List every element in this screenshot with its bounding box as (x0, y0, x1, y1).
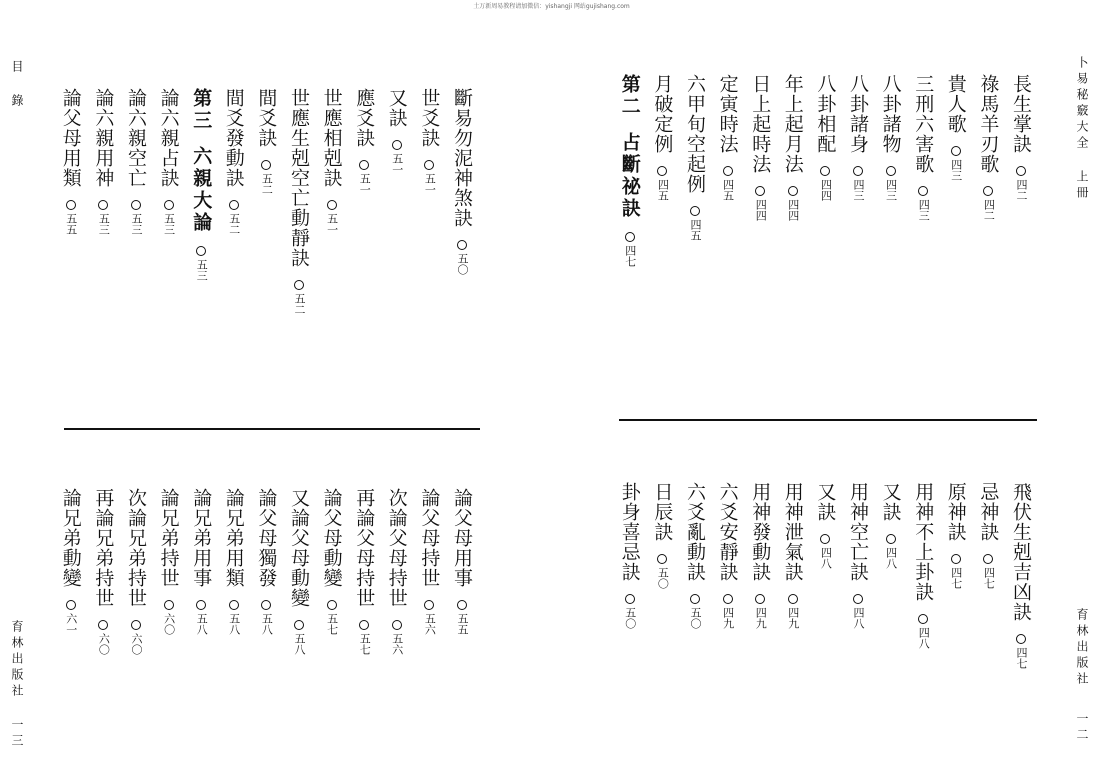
toc-entry-title: 八卦諸物 (879, 74, 902, 154)
page-prefix-circle-icon (886, 534, 896, 544)
page-prefix-circle-icon (424, 600, 434, 610)
page-prefix-circle-icon (690, 206, 700, 216)
page-prefix-circle-icon (66, 200, 76, 210)
toc-entry (973, 74, 1003, 221)
toc-entry-page: 五八 (260, 613, 274, 635)
toc-entry (778, 74, 808, 221)
chapter-number: 第三 (190, 88, 213, 132)
toc-entry-title: 卦身喜忌訣 (618, 482, 641, 582)
toc-entry (154, 488, 184, 635)
toc-entry (745, 482, 775, 629)
right-page-divider (619, 419, 1037, 421)
toc-entry (615, 482, 645, 629)
toc-entry-title: 用神發動訣 (749, 482, 772, 582)
toc-entry-page: 四三 (852, 179, 865, 201)
toc-entry (56, 88, 86, 235)
toc-entry-title: 六爻亂動訣 (684, 482, 706, 582)
toc-entry-title: 八卦諸身 (847, 74, 869, 154)
toc-entry-title: 論父母動變 (320, 488, 343, 588)
toc-entry-page: 四八 (917, 627, 931, 649)
toc-entry-page: 五二 (293, 293, 306, 315)
page-prefix-circle-icon (723, 166, 733, 176)
toc-entry-page: 四五 (689, 219, 702, 241)
toc-entry-title: 論父母持世 (418, 488, 441, 588)
page-prefix-circle-icon (327, 600, 337, 610)
page-prefix-circle-icon (1016, 166, 1026, 176)
toc-entry-page: 四九 (721, 607, 735, 629)
page-prefix-circle-icon (359, 620, 369, 630)
toc-entry (713, 482, 743, 629)
page-prefix-circle-icon (918, 614, 928, 624)
page-prefix-circle-icon (788, 186, 798, 196)
page-prefix-circle-icon (261, 600, 271, 610)
toc-entry-page: 五三 (97, 213, 111, 235)
toc-entry-page: 六一 (64, 613, 78, 635)
toc-entry-page: 五一 (325, 213, 339, 235)
toc-entry (219, 488, 249, 635)
left-page-divider (64, 428, 480, 430)
toc-entry-title: 世應生剋空亡動靜訣 (288, 88, 310, 268)
page-prefix-circle-icon (820, 166, 830, 176)
toc-entry-page: 五六 (390, 633, 404, 655)
toc-entry-page: 五〇 (689, 607, 702, 629)
page-prefix-circle-icon (164, 200, 174, 210)
page-prefix-circle-icon (261, 160, 271, 170)
toc-entry-title: 次論父母持世 (385, 488, 408, 608)
toc-entry-page: 四八 (852, 607, 865, 629)
page-prefix-circle-icon (392, 140, 402, 150)
toc-entry (973, 482, 1003, 589)
toc-entry-page: 五〇 (623, 607, 637, 629)
page-prefix-circle-icon (131, 200, 141, 210)
toc-entry (414, 488, 444, 635)
page-prefix-circle-icon (457, 240, 467, 250)
toc-entry-title: 論兄弟用類 (222, 488, 245, 588)
toc-entry (810, 74, 840, 201)
toc-entry (680, 482, 710, 629)
chapter-title: 占斷祕訣 (618, 132, 641, 220)
page-prefix-circle-icon (164, 600, 174, 610)
toc-entry-title: 論父母用事 (451, 488, 473, 588)
toc-entry-page: 四三 (917, 199, 931, 221)
toc-entry (284, 88, 314, 315)
toc-entry-title: 用神空亡訣 (847, 482, 869, 582)
toc-entry-title: 長生掌訣 (1010, 74, 1032, 154)
chapter-title: 六親大論 (190, 146, 213, 234)
left-margin-publisher: 育林出版社 (10, 620, 24, 700)
toc-entry-title: 世應相剋訣 (320, 88, 343, 188)
toc-entry-title: 日上起時法 (749, 74, 772, 174)
toc-entry-title: 間爻發動訣 (222, 88, 245, 188)
toc-entry (382, 488, 412, 655)
toc-entry (284, 488, 314, 655)
page-prefix-circle-icon (457, 600, 467, 610)
toc-entry-title: 次論兄弟持世 (125, 488, 147, 608)
page-prefix-circle-icon (359, 160, 369, 170)
right-margin-publisher: 育林出版社 (1075, 608, 1089, 688)
page-prefix-circle-icon (625, 594, 635, 604)
chapter-heading (186, 88, 216, 281)
toc-entry-page: 五七 (358, 633, 372, 655)
left-margin-page-number: 一三 (10, 718, 24, 750)
page-prefix-circle-icon (918, 186, 928, 196)
toc-entry (447, 488, 477, 635)
page-prefix-circle-icon (755, 186, 765, 196)
header-note: 土万新周易教程请加微信：yishangji 网站gujishang.com (473, 3, 630, 10)
toc-entry-page: 四二 (1015, 179, 1028, 201)
page-prefix-circle-icon (66, 600, 76, 610)
toc-entry-title: 貴人歌 (944, 74, 967, 134)
page-prefix-circle-icon (196, 600, 206, 610)
toc-entry-page: 四七 (949, 567, 963, 589)
toc-entry (251, 488, 281, 635)
toc-entry-title: 又訣 (879, 482, 902, 522)
toc-entry-title: 論兄弟持世 (157, 488, 180, 588)
page-prefix-circle-icon (657, 166, 667, 176)
toc-entry-title: 應爻訣 (353, 88, 376, 148)
toc-entry-page: 五五 (64, 213, 78, 235)
toc-entry (349, 88, 379, 195)
toc-entry-title: 間爻訣 (255, 88, 278, 148)
toc-entry (382, 88, 412, 175)
toc-entry (876, 74, 906, 201)
page-prefix-circle-icon (983, 186, 993, 196)
toc-entry-title: 論六親占訣 (157, 88, 180, 188)
toc-entry-title: 再論兄弟持世 (92, 488, 115, 608)
toc-entry-page: 五三 (195, 259, 209, 281)
toc-entry-title: 又訣 (385, 88, 408, 128)
page-prefix-circle-icon (853, 594, 863, 604)
toc-entry-title: 定寅時法 (716, 74, 739, 154)
toc-entry (349, 488, 379, 655)
toc-entry (647, 74, 677, 201)
left-margin-section: 目 錄 (10, 60, 24, 110)
toc-entry (778, 482, 808, 629)
toc-entry-title: 月破定例 (651, 74, 674, 154)
toc-entry (745, 74, 775, 221)
toc-entry (121, 88, 151, 235)
toc-entry-page: 四五 (721, 179, 735, 201)
toc-entry-title: 論兄弟用事 (190, 488, 213, 588)
page-prefix-circle-icon (327, 200, 337, 210)
toc-entry (88, 88, 118, 235)
toc-entry-page: 五二 (227, 213, 241, 235)
toc-entry-title: 三刑六害歌 (912, 74, 935, 174)
toc-entry (843, 74, 873, 201)
toc-entry (680, 74, 710, 241)
toc-entry-page: 五八 (227, 613, 241, 635)
toc-entry-title: 八卦相配 (814, 74, 837, 154)
toc-entry-title: 世爻訣 (418, 88, 441, 148)
toc-entry (908, 74, 938, 221)
page-prefix-circle-icon (294, 620, 304, 630)
page-prefix-circle-icon (951, 554, 961, 564)
right-margin-book-title: 卜易秘竅大全 上冊 (1075, 56, 1089, 202)
toc-entry (647, 482, 677, 589)
page-prefix-circle-icon (657, 554, 667, 564)
toc-entry-title: 再論父母持世 (353, 488, 376, 608)
toc-entry-page: 四九 (786, 607, 800, 629)
toc-entry-page: 四四 (754, 199, 768, 221)
toc-entry-title: 又訣 (814, 482, 837, 522)
toc-entry-title: 論父母用類 (59, 88, 82, 188)
toc-entry (810, 482, 840, 569)
toc-entry-page: 四七 (1015, 647, 1028, 669)
toc-entry-page: 五一 (358, 173, 372, 195)
page-prefix-circle-icon (229, 200, 239, 210)
toc-entry-page: 四八 (884, 547, 898, 569)
page-prefix-circle-icon (392, 620, 402, 630)
toc-entry-page: 四四 (819, 179, 833, 201)
toc-entry-title: 論六親用神 (92, 88, 115, 188)
toc-entry-title: 論六親空亡 (125, 88, 147, 188)
toc-entry-page: 五三 (162, 213, 176, 235)
page-prefix-circle-icon (983, 554, 993, 564)
toc-entry-page: 四三 (884, 179, 898, 201)
toc-entry-title: 用神泄氣訣 (781, 482, 804, 582)
toc-entry-page: 四五 (656, 179, 670, 201)
toc-entry-title: 原神訣 (944, 482, 967, 542)
page-prefix-circle-icon (755, 594, 765, 604)
toc-entry (154, 88, 184, 235)
toc-entry-title: 論父母獨發 (255, 488, 278, 588)
toc-entry-title: 飛伏生剋吉凶訣 (1010, 482, 1032, 622)
toc-entry-page: 四三 (949, 159, 963, 181)
page-prefix-circle-icon (723, 594, 733, 604)
toc-entry (56, 488, 86, 635)
chapter-heading (615, 74, 645, 267)
toc-entry (941, 482, 971, 589)
toc-entry-page: 五一 (423, 173, 437, 195)
toc-entry-page: 五七 (325, 613, 339, 635)
toc-entry-page: 五〇 (456, 253, 469, 275)
toc-entry-title: 用神不上卦訣 (912, 482, 935, 602)
page-prefix-circle-icon (951, 146, 961, 156)
page-prefix-circle-icon (424, 160, 434, 170)
page-prefix-circle-icon (820, 534, 830, 544)
right-margin-page-number: 一二 (1075, 712, 1089, 744)
toc-entry-title: 又論父母動變 (288, 488, 310, 608)
toc-entry-page: 四七 (982, 567, 996, 589)
toc-entry-page: 五八 (195, 613, 209, 635)
page-prefix-circle-icon (229, 600, 239, 610)
toc-entry-page: 五〇 (656, 567, 670, 589)
toc-entry (1006, 482, 1036, 669)
toc-entry (843, 482, 873, 629)
toc-entry (414, 88, 444, 195)
toc-entry (941, 74, 971, 181)
toc-entry (876, 482, 906, 569)
toc-entry (219, 88, 249, 235)
toc-entry (317, 488, 347, 635)
toc-entry-page: 五六 (423, 613, 437, 635)
toc-entry-page: 五三 (130, 213, 143, 235)
toc-entry-page: 六〇 (97, 633, 111, 655)
toc-entry-title: 日辰訣 (651, 482, 674, 542)
toc-entry-page: 五二 (260, 173, 274, 195)
page-prefix-circle-icon (98, 200, 108, 210)
toc-entry-title: 祿馬羊刃歌 (977, 74, 1000, 174)
chapter-number: 第二 (618, 74, 641, 118)
toc-entry-title: 年上起月法 (781, 74, 804, 174)
page-prefix-circle-icon (98, 620, 108, 630)
toc-entry (317, 88, 347, 235)
toc-entry-title: 六甲旬空起例 (684, 74, 706, 194)
toc-entry-page: 六〇 (162, 613, 176, 635)
page-prefix-circle-icon (1016, 634, 1026, 644)
page-prefix-circle-icon (886, 166, 896, 176)
toc-entry-title: 忌神訣 (977, 482, 1000, 542)
toc-entry-page: 四八 (819, 547, 833, 569)
toc-entry-title: 六爻安靜訣 (716, 482, 739, 582)
toc-entry-page: 五八 (293, 633, 306, 655)
toc-entry (88, 488, 118, 655)
page-prefix-circle-icon (853, 166, 863, 176)
page-prefix-circle-icon (788, 594, 798, 604)
toc-entry-page: 六〇 (130, 633, 143, 655)
toc-entry-title: 斷易勿泥神煞訣 (451, 88, 473, 228)
toc-entry-page: 四九 (754, 607, 768, 629)
toc-entry (1006, 74, 1036, 201)
toc-entry-page: 四七 (623, 245, 637, 267)
toc-entry (251, 88, 281, 195)
page-prefix-circle-icon (625, 232, 635, 242)
toc-entry (713, 74, 743, 201)
toc-entry (186, 488, 216, 635)
page-prefix-circle-icon (294, 280, 304, 290)
page-prefix-circle-icon (196, 246, 206, 256)
page-prefix-circle-icon (690, 594, 700, 604)
toc-entry-title: 論兄弟動變 (59, 488, 82, 588)
toc-entry-page: 四二 (982, 199, 996, 221)
toc-entry (447, 88, 477, 275)
toc-entry-page: 五五 (456, 613, 469, 635)
page-prefix-circle-icon (131, 620, 141, 630)
toc-entry (121, 488, 151, 655)
toc-entry (908, 482, 938, 649)
toc-entry-page: 四四 (786, 199, 800, 221)
toc-entry-page: 五一 (390, 153, 404, 175)
